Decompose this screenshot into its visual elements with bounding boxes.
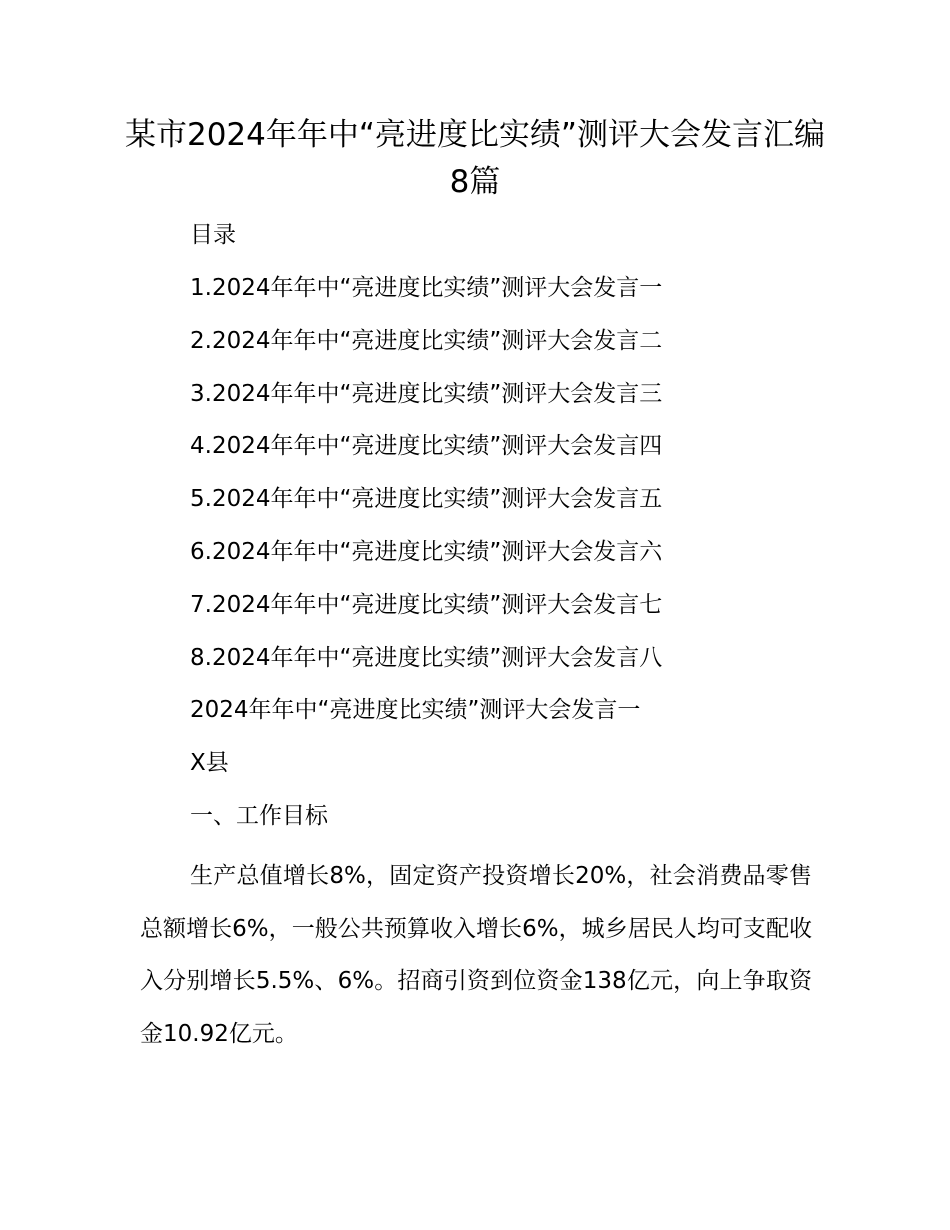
toc-item-5: 5.2024年年中“亮进度比实绩”测评大会发言五: [190, 486, 663, 512]
author-line: X县: [190, 750, 229, 776]
section-title: 2024年年中“亮进度比实绩”测评大会发言一: [190, 697, 641, 723]
toc-item-7: 7.2024年年中“亮进度比实绩”测评大会发言七: [190, 592, 663, 618]
toc-item-8: 8.2024年年中“亮进度比实绩”测评大会发言八: [190, 645, 663, 671]
body-paragraph: 生产总值增长8%，固定资产投资增长20%，社会消费品零售总额增长6%，一般公共预算收入增长6%，城乡居民人均可支配收入分别增长5.5%、6%。招商引资到位资金138亿元，向上争取资金10.92亿元。: [140, 863, 812, 1047]
toc-item-2: 2.2024年年中“亮进度比实绩”测评大会发言二: [190, 328, 663, 354]
document-title: 某市2024年年中“亮进度比实绩”测评大会发言汇编8篇: [124, 117, 825, 200]
toc-item-1: 1.2024年年中“亮进度比实绩”测评大会发言一: [190, 275, 663, 301]
section-subheading: 一、工作目标: [190, 803, 328, 829]
toc-heading: 目录: [190, 222, 236, 248]
toc-item-6: 6.2024年年中“亮进度比实绩”测评大会发言六: [190, 539, 663, 565]
toc-item-3: 3.2024年年中“亮进度比实绩”测评大会发言三: [190, 381, 663, 407]
toc-item-4: 4.2024年年中“亮进度比实绩”测评大会发言四: [190, 433, 663, 459]
